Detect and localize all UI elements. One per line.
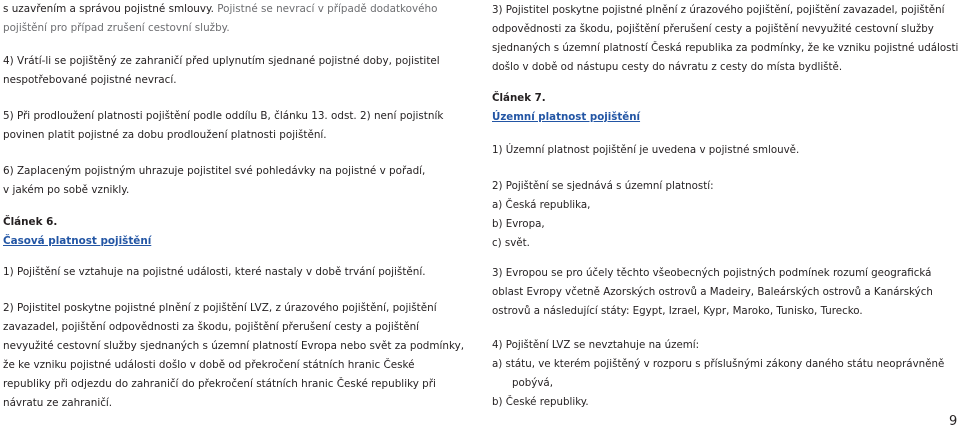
- article-7-paragraph-1: [492, 141, 799, 160]
- article-7-title: Územní platnost pojištění: [492, 111, 641, 123]
- page-number: 9: [949, 414, 958, 429]
- article-6-paragraph-2-line: 2) Pojistitel poskytne pojistné plnění z pojištění LVZ, z úrazového pojištění, pojištění: [3, 302, 437, 314]
- article-7-paragraph-3: [492, 264, 933, 321]
- list-item: c) svět.: [492, 237, 530, 249]
- article-7-paragraph-3-line: ostrovů a následující státy: Egypt, Izrael, Kypr, Maroko, Tunisko, Turecko.: [492, 305, 863, 317]
- article-6-paragraph-2: [3, 299, 464, 413]
- paragraph-6: [3, 162, 425, 200]
- paragraph-5: [3, 107, 443, 145]
- article-7-paragraph-3-line: 3) Evropou se pro účely těchto všeobecných pojistných podmínek rozumí geografická: [492, 267, 932, 279]
- article-7-heading: [492, 89, 640, 127]
- intro-paragraph: [3, 0, 437, 38]
- list-item: b) Evropa,: [492, 218, 545, 230]
- paragraph-4-line: 4) Vrátí-li se pojištěný ze zahraničí před uplynutím sjednané pojistné doby, pojistitel: [3, 55, 440, 67]
- list-item: b) České republiky.: [492, 396, 589, 408]
- article-6-paragraph-2-line: zavazadel, pojištění odpovědnosti za škodu, pojištění přerušení cesty a pojištění: [3, 321, 420, 333]
- article-6-paragraph-1: [3, 263, 426, 282]
- article-6-paragraph-2-line: nevyužité cestovní služby sjednaných s územní platností Evropa nebo svět za podmínky,: [3, 340, 465, 352]
- article-7-paragraph-1-text: 1) Územní platnost pojištění je uvedena v pojistné smlouvě.: [492, 144, 800, 156]
- paragraph-3-line: odpovědnosti za škodu, pojištění přerušení cesty a pojištění nevyužité cestovní služby: [492, 23, 934, 35]
- paragraph-3-line: došlo v době od nástupu cesty do návratu z cesty do místa bydliště.: [492, 61, 843, 73]
- article-6-paragraph-1-text: 1) Pojištění se vztahuje na pojistné události, které nastaly v době trvání pojištění.: [3, 266, 426, 278]
- article-6-paragraph-2-line: návratu ze zahraničí.: [3, 397, 113, 409]
- intro-sentence-1: s uzavřením a správou pojistné smlouvy.: [3, 3, 214, 15]
- article-7-number: Článek 7.: [492, 92, 546, 104]
- article-6-heading: [3, 213, 151, 251]
- paragraph-4: [3, 52, 440, 90]
- paragraph-4-line: nespotřebované pojistné nevrací.: [3, 74, 177, 86]
- article-6-number: Článek 6.: [3, 216, 58, 228]
- paragraph-5-line: povinen platit pojistné za dobu prodloužení platnosti pojištění.: [3, 129, 327, 141]
- article-7-paragraph-4-text: 4) Pojištění LVZ se nevztahuje na území:: [492, 339, 700, 351]
- article-7-paragraph-2-text: 2) Pojištění se sjednává s územní platností:: [492, 180, 714, 192]
- article-7-paragraph-4: [492, 336, 944, 412]
- article-7-paragraph-3-line: oblast Evropy včetně Azorských ostrovů a Madeiry, Baleárských ostrovů a Kanárských: [492, 286, 933, 298]
- intro-sentence-2: Pojistné se nevrací v případě dodatkového: [213, 3, 438, 15]
- article-6-paragraph-2-line: že ke vzniku pojistné události došlo v době od překročení státních hranic České: [3, 359, 415, 371]
- paragraph-6-line: v jakém po sobě vznikly.: [3, 184, 130, 196]
- paragraph-5-line: 5) Při prodloužení platnosti pojištění podle oddílu B, článku 13. odst. 2) není pojistník: [3, 110, 444, 122]
- paragraph-3-line: 3) Pojistitel poskytne pojistné plnění z úrazového pojištění, pojištění zavazadel, pojištění: [492, 4, 945, 16]
- article-6-paragraph-2-line: republiky při odjezdu do zahraničí do překročení státních hranic České republiky při: [3, 378, 436, 390]
- paragraph-3: [492, 1, 958, 77]
- paragraph-6-line: 6) Zaplaceným pojistným uhrazuje pojistitel své pohledávky na pojistné v pořadí,: [3, 165, 426, 177]
- article-6-title: Časová platnost pojištění: [3, 235, 152, 247]
- list-item-continuation: pobývá,: [512, 377, 553, 389]
- article-7-paragraph-2: [492, 177, 714, 253]
- list-item: a) Česká republika,: [492, 199, 591, 211]
- paragraph-3-line: sjednaných s územní platností Česká republika za podmínky, že ke vzniku pojistné události: [492, 42, 959, 54]
- intro-line: pojištění pro případ zrušení cestovní služby.: [3, 22, 230, 34]
- list-item: a) státu, ve kterém pojištěný v rozporu s příslušnými zákony daného státu neoprávněně: [492, 358, 945, 370]
